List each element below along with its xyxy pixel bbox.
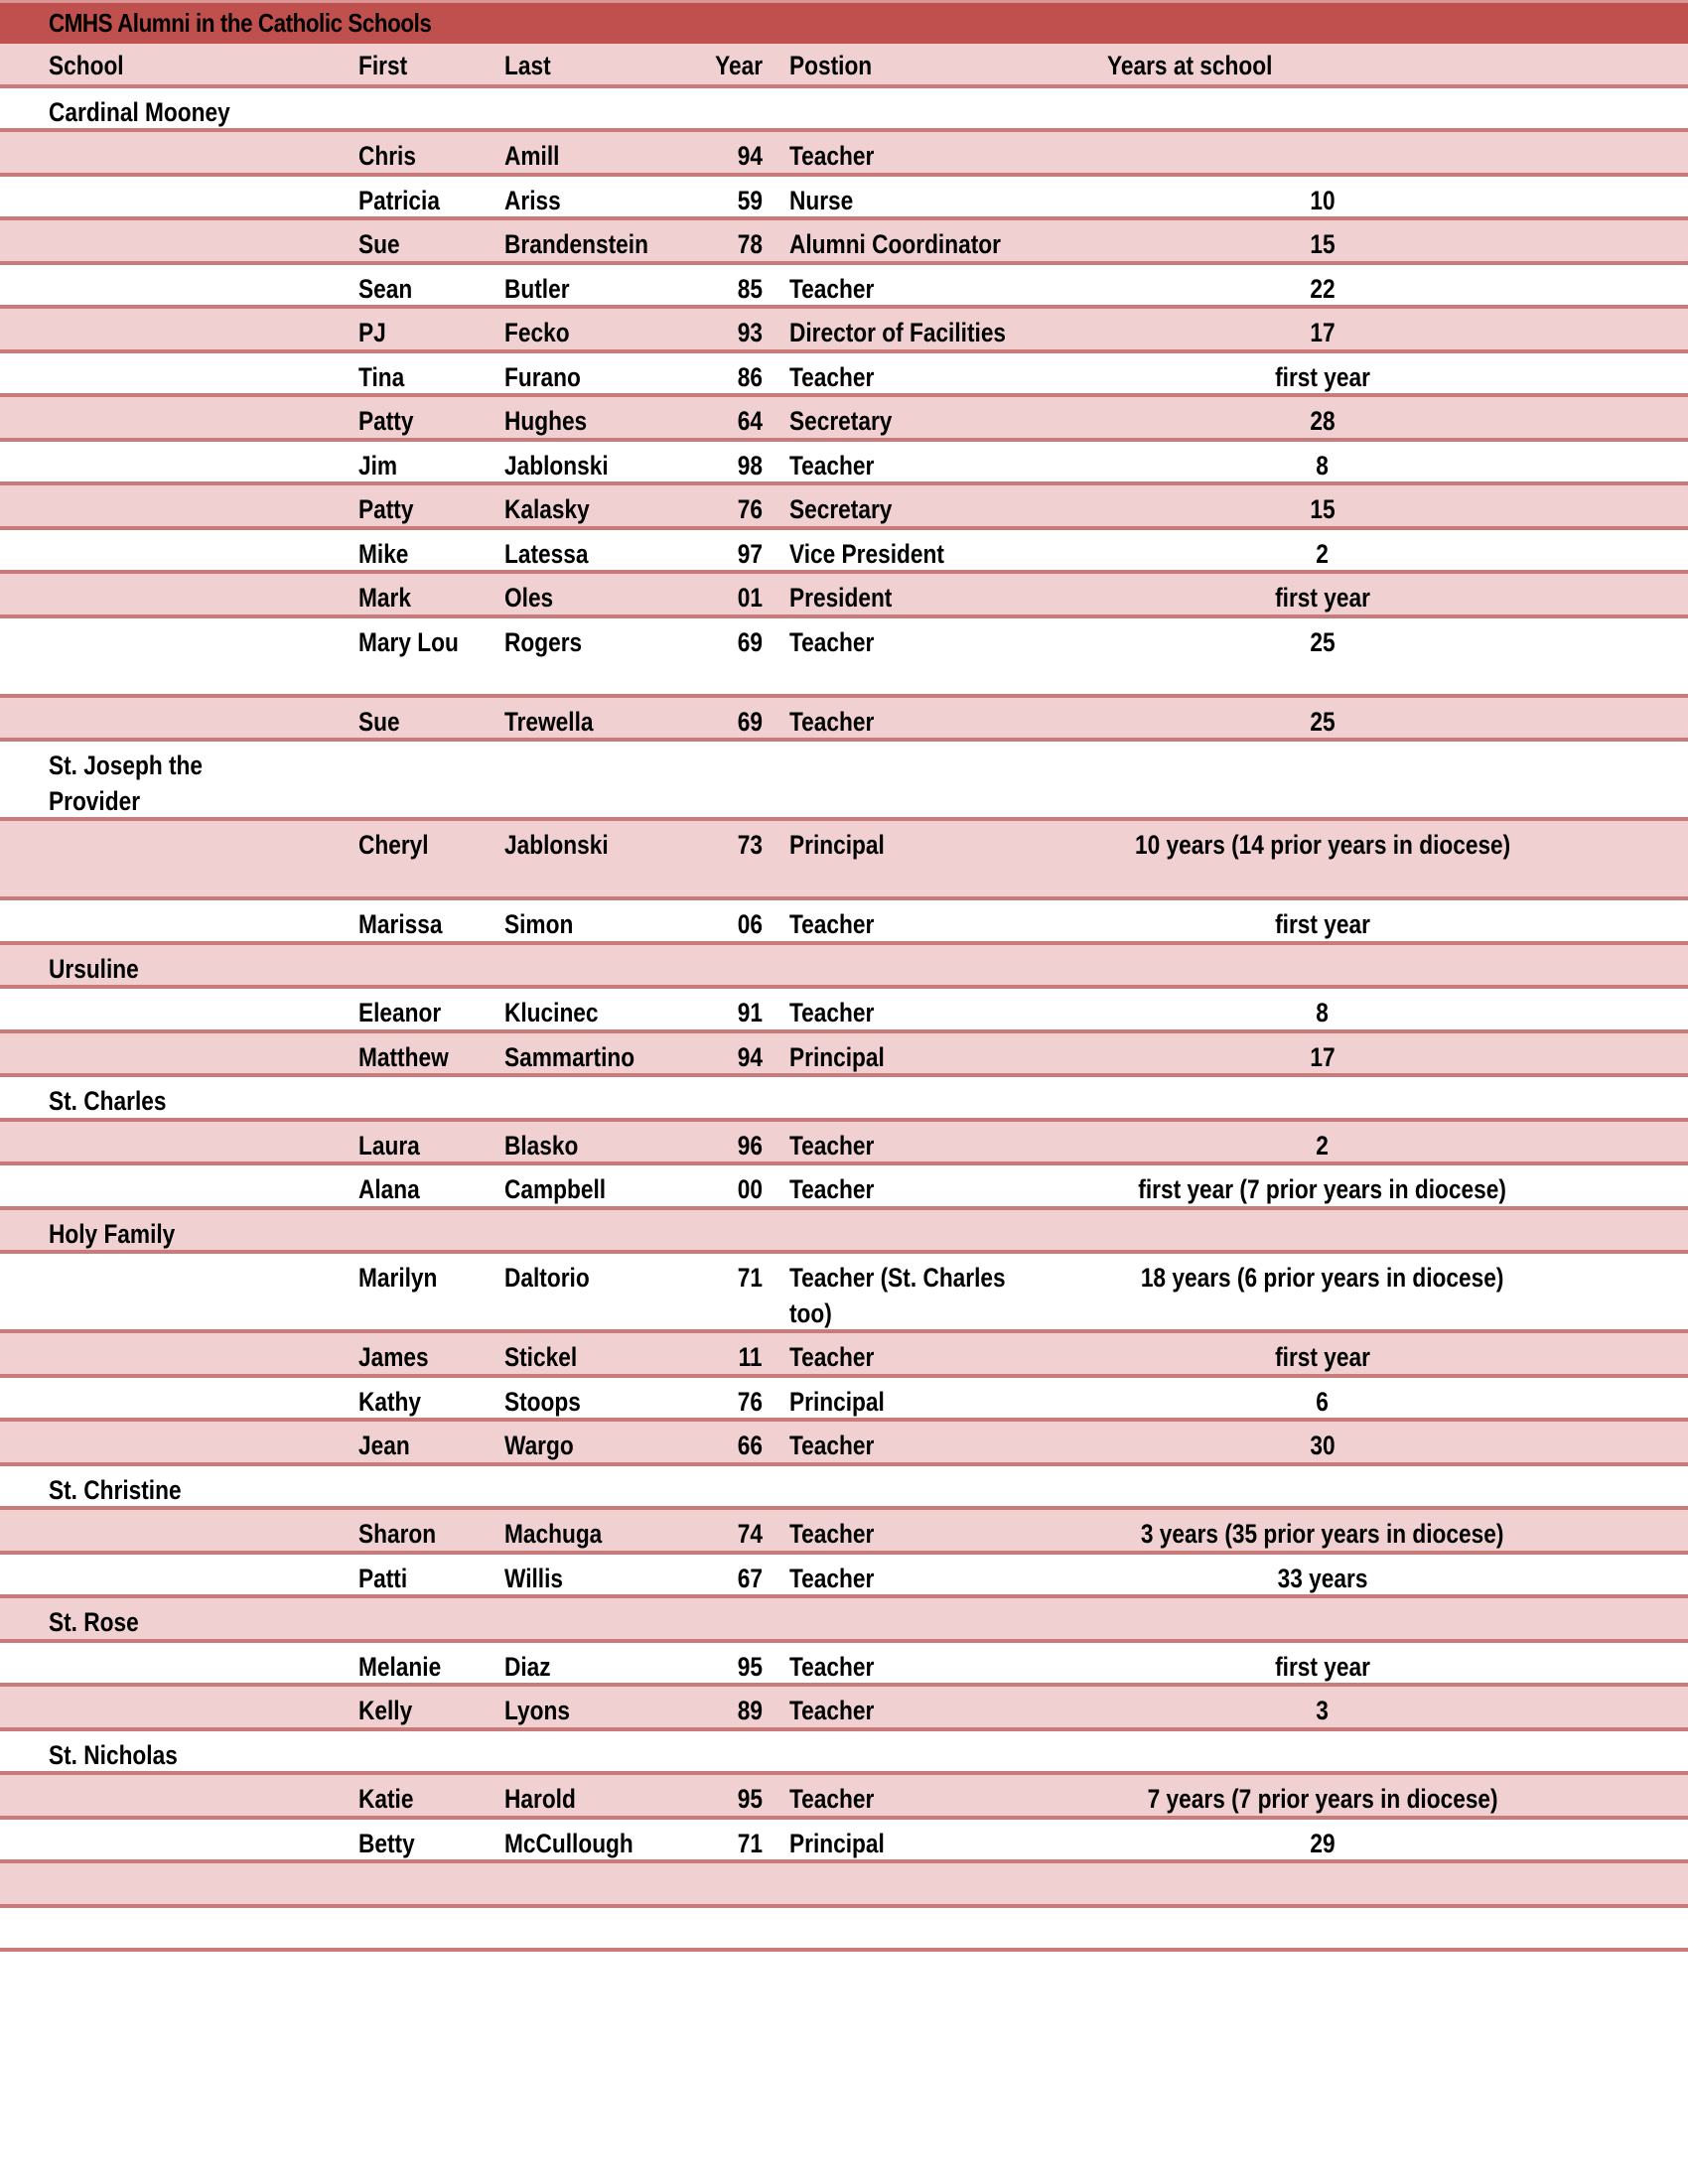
table-row [0,353,1688,398]
last-name-cell: Latessa [504,538,589,569]
years-at-school-cell: 8 [1316,450,1330,480]
table-row [0,618,1688,698]
first-name-cell: Marissa [358,909,443,939]
school-cell [49,1516,327,1552]
position-cell [789,1869,1087,1905]
position-cell: Principal [789,830,885,860]
year-cell [695,1216,763,1252]
school-cell [49,491,327,527]
position-cell: Teacher [789,909,875,939]
years-at-school-cell [1074,1869,1571,1905]
first-name-cell: Marilyn [358,1263,438,1293]
table-row [0,821,1688,900]
years-at-school-cell [1074,1083,1571,1119]
school-cell [49,1171,327,1207]
first-name-cell: Alana [358,1174,420,1204]
year-cell: 94 [737,141,763,171]
year-cell: 11 [739,1342,763,1372]
position-cell: Teacher [789,1130,875,1160]
years-at-school-cell: first year (7 prior years in diocese) [1138,1174,1507,1204]
years-at-school-cell: 3 years (35 prior years in diocese) [1141,1519,1504,1549]
last-name-cell: Harold [504,1784,576,1814]
position-cell: Teacher [789,706,875,737]
years-at-school-cell: 10 years (14 prior years in diocese) [1134,830,1511,860]
school-cell: St. Christine [49,1474,182,1505]
table-row [0,1510,1688,1555]
last-name-cell: Stoops [504,1386,581,1417]
position-cell [789,1472,1087,1508]
position-cell: Teacher [789,1563,875,1593]
school-cell [49,1128,327,1163]
table-title-bar [0,0,1688,44]
first-name-cell [358,1914,488,1950]
first-name-cell: Laura [358,1130,420,1160]
school-group-row [0,88,1688,133]
last-name-cell: Fecko [504,318,570,347]
years-at-school-cell [1074,1216,1571,1252]
first-name-cell: Mike [358,538,409,569]
school-cell [49,448,327,483]
school-cell: St. Charles [49,1086,167,1116]
school-cell [49,1781,327,1817]
school-cell [49,1339,327,1375]
table-row [0,1643,1688,1688]
school-group-row [0,742,1688,821]
year-cell [695,1737,763,1773]
first-name-cell: Sue [358,706,400,737]
first-name-cell [358,1216,488,1252]
years-at-school-cell: 17 [1310,1041,1336,1072]
year-cell: 71 [737,1263,763,1293]
table-row [0,220,1688,265]
year-cell [695,1914,763,1950]
table-row [0,1422,1688,1466]
position-cell: Teacher [789,1431,875,1460]
years-at-school-cell: 33 years [1277,1563,1368,1593]
school-cell: St. Rose [49,1607,139,1637]
school-cell [49,315,327,350]
last-name-cell: Oles [504,583,554,613]
position-cell: Teacher [789,1342,875,1372]
year-cell: 71 [737,1828,763,1858]
position-cell: Teacher [789,1784,875,1814]
years-at-school-cell [1074,1604,1571,1640]
position-cell: Secretary [789,406,893,436]
years-at-school-cell: 25 [1310,626,1336,657]
table-row [0,1333,1688,1378]
school-cell: St. Nicholas [49,1739,178,1770]
first-name-cell: Kelly [358,1696,413,1725]
table-row [0,1033,1688,1078]
position-cell: Teacher [789,998,875,1027]
years-at-school-cell [1074,1914,1571,1950]
year-cell: 64 [737,406,763,436]
first-name-cell: Jean [358,1431,410,1460]
school-cell [49,704,327,740]
last-name-cell: Machuga [504,1519,603,1549]
last-name-cell: Daltorio [504,1263,590,1293]
school-cell [49,226,327,262]
first-name-cell [358,748,488,783]
years-at-school-cell: 6 [1316,1386,1330,1417]
school-cell [49,1039,327,1075]
years-at-school-cell: 18 years (6 prior years in diocese) [1141,1263,1504,1293]
table-row [0,485,1688,530]
header-school: School [49,51,124,80]
header-first: First [358,51,408,80]
table-row [0,530,1688,575]
school-cell [49,906,327,942]
last-name-cell: Butler [504,273,570,304]
years-at-school-cell: 25 [1310,706,1336,737]
position-cell: Principal [789,1828,885,1858]
position-cell: Teacher (St. Charles too) [789,1263,1006,1328]
year-cell: 95 [737,1784,763,1814]
first-name-cell [358,1472,488,1508]
school-cell: Ursuline [49,953,139,984]
first-name-cell: Sean [358,273,413,304]
school-cell [49,138,327,174]
years-at-school-cell [1074,748,1571,783]
position-cell [789,951,1087,987]
years-at-school-cell: first year [1275,583,1370,613]
table-title: CMHS Alumni in the Catholic Schools [49,8,432,38]
school-cell [49,995,327,1030]
school-cell [49,580,327,615]
last-name-cell: Sammartino [504,1041,635,1072]
first-name-cell: Tina [358,361,405,392]
year-cell: 96 [737,1130,763,1160]
last-name-cell: Ariss [504,185,561,215]
years-at-school-cell: 3 [1316,1696,1330,1725]
first-name-cell: Patty [358,494,414,524]
years-at-school-cell [1074,1737,1571,1773]
table-row [0,698,1688,743]
position-cell [789,1914,1087,1950]
first-name-cell: Matthew [358,1041,449,1072]
school-cell: Cardinal Mooney [49,96,230,127]
school-group-row [0,1210,1688,1255]
position-cell: Teacher [789,450,875,480]
year-cell [695,1604,763,1640]
position-cell: Teacher [789,361,875,392]
position-cell: Teacher [789,1174,875,1204]
table-row [0,177,1688,221]
first-name-cell [358,1737,488,1773]
years-at-school-cell: 10 [1310,185,1336,215]
last-name-cell: Trewella [504,706,594,737]
year-cell: 00 [737,1174,763,1204]
position-cell: Nurse [789,185,854,215]
position-cell [789,748,1087,783]
year-cell: 67 [737,1563,763,1593]
year-cell: 01 [737,583,763,613]
first-name-cell: Patricia [358,185,440,215]
year-cell [695,1869,763,1905]
position-cell: Teacher [789,141,875,171]
table-row [0,1863,1688,1908]
school-cell [49,271,327,307]
years-at-school-cell: 7 years (7 prior years in diocese) [1147,1784,1498,1814]
school-cell: Holy Family [49,1218,176,1249]
school-cell [49,403,327,439]
position-cell: Alumni Coordinator [789,229,1001,259]
first-name-cell: Eleanor [358,998,442,1027]
years-at-school-cell [1074,1472,1571,1508]
position-cell: Director of Facilities [789,318,1007,347]
position-cell [789,94,1087,130]
table-row [0,900,1688,945]
years-at-school-cell: 17 [1310,318,1336,347]
last-name-cell: Brandenstein [504,229,648,259]
years-at-school-cell: 29 [1310,1828,1336,1858]
years-at-school-cell: 15 [1310,229,1336,259]
header-row [0,44,1688,88]
year-cell: 97 [737,538,763,569]
years-at-school-cell [1074,138,1571,174]
table-row [0,1908,1688,1953]
first-name-cell: Mark [358,583,411,613]
last-name-cell: Diaz [504,1651,551,1682]
first-name-cell [358,94,488,130]
first-name-cell [358,1604,488,1640]
year-cell: 89 [737,1696,763,1725]
first-name-cell: Cheryl [358,830,429,860]
table-row [0,1555,1688,1599]
last-name-cell: Jablonski [504,830,609,860]
table-row [0,574,1688,618]
position-cell [789,1083,1087,1119]
header-year: Year [715,51,763,80]
school-cell [49,1561,327,1596]
school-cell [49,1260,327,1296]
school-group-row [0,1466,1688,1511]
first-name-cell: Patti [358,1563,408,1593]
school-cell [49,827,327,863]
last-name-cell: Wargo [504,1431,574,1460]
last-name-cell: Kalasky [504,494,590,524]
position-cell: Principal [789,1386,885,1417]
table-row [0,397,1688,442]
year-cell: 66 [737,1431,763,1460]
school-group-row [0,1077,1688,1122]
first-name-cell [358,951,488,987]
first-name-cell: James [358,1342,429,1372]
year-cell: 91 [737,998,763,1027]
school-cell [49,624,327,660]
school-group-row [0,945,1688,990]
header-position: Postion [789,51,873,80]
last-name-cell: Willis [504,1563,564,1593]
school-cell [49,1384,327,1420]
years-at-school-cell [1074,951,1571,987]
table-row [0,1687,1688,1731]
year-cell: 69 [737,706,763,737]
year-cell [695,748,763,783]
years-at-school-cell: first year [1275,361,1370,392]
first-name-cell: Kathy [358,1386,422,1417]
position-cell: Principal [789,1041,885,1072]
year-cell: 59 [737,185,763,215]
first-name-cell [358,1869,488,1905]
years-at-school-cell: first year [1275,909,1370,939]
school-cell [49,1914,327,1950]
years-at-school-cell: 22 [1310,273,1336,304]
year-cell: 78 [737,229,763,259]
year-cell: 06 [737,909,763,939]
school-cell [49,1826,327,1861]
last-name-cell: Simon [504,909,574,939]
table-row [0,1775,1688,1820]
last-name-cell: Rogers [504,626,583,657]
first-name-cell: Jim [358,450,398,480]
position-cell: Teacher [789,626,875,657]
years-at-school-cell: 2 [1316,538,1330,569]
first-name-cell [358,1083,488,1119]
last-name-cell: Amill [504,141,560,171]
year-cell: 93 [737,318,763,347]
year-cell: 76 [737,1386,763,1417]
last-name-cell: Jablonski [504,450,609,480]
school-cell [49,1649,327,1685]
first-name-cell: Katie [358,1784,414,1814]
years-at-school-cell: 15 [1310,494,1336,524]
last-name-cell: Campbell [504,1174,607,1204]
table-row [0,1820,1688,1864]
year-cell [695,1083,763,1119]
position-cell: President [789,583,893,613]
year-cell: 86 [737,361,763,392]
first-name-cell: Patty [358,406,414,436]
year-cell: 94 [737,1041,763,1072]
school-cell [49,359,327,395]
year-cell [695,94,763,130]
first-name-cell: Melanie [358,1651,442,1682]
years-at-school-cell [1074,94,1571,130]
school-cell [49,1869,327,1905]
first-name-cell: Sue [358,229,400,259]
last-name-cell: McCullough [504,1828,633,1858]
year-cell: 69 [737,626,763,657]
header-last: Last [504,51,551,80]
position-cell [789,1737,1087,1773]
last-name-cell: Hughes [504,406,588,436]
position-cell: Teacher [789,273,875,304]
years-at-school-cell: 28 [1310,406,1336,436]
year-cell: 73 [737,830,763,860]
position-cell: Teacher [789,1696,875,1725]
table-row [0,309,1688,353]
first-name-cell: PJ [358,318,386,347]
year-cell: 95 [737,1651,763,1682]
position-cell [789,1216,1087,1252]
school-group-row [0,1731,1688,1776]
table-row [0,1254,1688,1333]
first-name-cell: Sharon [358,1519,437,1549]
position-cell: Teacher [789,1651,875,1682]
school-cell [49,536,327,572]
table-row [0,265,1688,310]
last-name-cell: Stickel [504,1342,578,1372]
last-name-cell: Furano [504,361,581,392]
first-name-cell: Mary Lou [358,626,459,657]
years-at-school-cell: 2 [1316,1130,1330,1160]
years-at-school-cell: 8 [1316,998,1330,1027]
school-cell [49,1693,327,1728]
year-cell: 98 [737,450,763,480]
table-row [0,1122,1688,1166]
header-years-at-school: Years at school [1107,51,1273,80]
table-row [0,132,1688,177]
table-row [0,1165,1688,1210]
school-cell: St. Joseph the Provider [49,751,204,816]
year-cell [695,1472,763,1508]
position-cell: Secretary [789,494,893,524]
last-name-cell: Klucinec [504,998,599,1027]
table-row [0,442,1688,486]
year-cell: 85 [737,273,763,304]
years-at-school-cell: first year [1275,1342,1370,1372]
table-row [0,1378,1688,1423]
school-cell [49,183,327,218]
school-cell [49,1428,327,1463]
position-cell: Vice President [789,538,944,569]
table-body [0,88,1688,1953]
year-cell [695,951,763,987]
years-at-school-cell: 30 [1310,1431,1336,1460]
first-name-cell: Betty [358,1828,415,1858]
school-group-row [0,1598,1688,1643]
position-cell [789,1604,1087,1640]
year-cell: 76 [737,494,763,524]
last-name-cell: Blasko [504,1130,579,1160]
position-cell: Teacher [789,1519,875,1549]
table-row [0,989,1688,1033]
last-name-cell: Lyons [504,1696,570,1725]
year-cell: 74 [737,1519,763,1549]
years-at-school-cell: first year [1275,1651,1370,1682]
first-name-cell: Chris [358,141,416,171]
